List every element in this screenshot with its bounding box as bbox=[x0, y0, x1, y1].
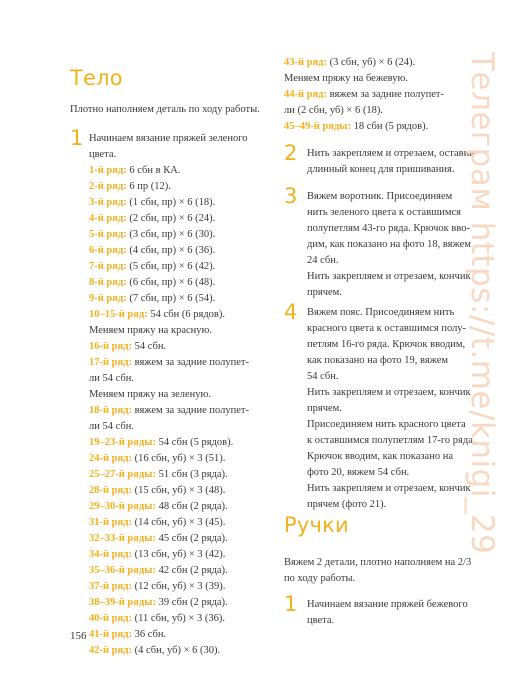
row-label: 10–15-й ряд: bbox=[89, 309, 148, 320]
row-label: 6-й ряд: bbox=[89, 245, 127, 256]
step-number-3: 3 bbox=[284, 184, 298, 208]
row-text: вяжем за задние полупет- bbox=[327, 89, 445, 100]
row-text: (14 сбн, уб) × 3 (45). bbox=[132, 517, 226, 528]
row-text: (3 сбн, уб) × 6 (24). bbox=[327, 57, 416, 68]
row-text: (7 сбн, пр) × 6 (54). bbox=[126, 293, 216, 304]
row-text: (4 сбн, пр) × 6 (36). bbox=[126, 245, 216, 256]
row-text: Вяжем пояс. Присоединяем нить bbox=[307, 307, 455, 318]
text-line bbox=[89, 227, 249, 243]
text-line bbox=[89, 435, 249, 451]
text-line bbox=[307, 237, 471, 253]
row-label: 7-й ряд: bbox=[89, 261, 127, 272]
row-label: 45–49-й ряды: bbox=[284, 121, 351, 132]
text-line bbox=[89, 467, 249, 483]
row-text: прячем (фото 21). bbox=[307, 499, 387, 510]
row-text: как показано на фото 19, вяжем bbox=[307, 355, 449, 366]
text-line bbox=[89, 611, 249, 627]
row-text: 51 сбн (3 ряда). bbox=[155, 469, 228, 480]
row-text: 54 сбн. bbox=[307, 371, 339, 382]
watermark-text: Телеграм https://t.me/knigi_29 bbox=[464, 52, 500, 555]
step-number-2: 2 bbox=[284, 141, 298, 165]
row-label: 9-й ряд: bbox=[89, 293, 127, 304]
text-line bbox=[307, 353, 476, 369]
row-label: 38–39-й ряды: bbox=[89, 597, 156, 608]
row-text: Присоединяем нить красного цвета bbox=[307, 419, 466, 430]
text-line bbox=[89, 419, 249, 435]
step-2-text bbox=[307, 146, 474, 178]
row-label: 29–30-й ряды: bbox=[89, 501, 156, 512]
row-text: 45 сбн (2 ряда). bbox=[155, 533, 228, 544]
row-text: (3 сбн, пр) × 6 (30). bbox=[126, 229, 216, 240]
row-label: 44-й ряд: bbox=[284, 89, 327, 100]
row-text: Вяжем 2 детали, плотно наполняем на 2/3 bbox=[284, 557, 472, 568]
text-line bbox=[89, 243, 249, 259]
row-text: вяжем за задние полупет- bbox=[132, 405, 250, 416]
row-label: 8-й ряд: bbox=[89, 277, 127, 288]
row-text: 24 сбн. bbox=[307, 255, 339, 266]
row-text: Нить закрепляем и отрезаем, кончик bbox=[307, 271, 471, 282]
row-text: длинный конец для пришивания. bbox=[307, 164, 455, 175]
text-line bbox=[307, 321, 476, 337]
text-line bbox=[307, 369, 476, 385]
step-number-handles-1: 1 bbox=[284, 592, 298, 616]
row-label: 5-й ряд: bbox=[89, 229, 127, 240]
text-line bbox=[89, 195, 249, 211]
step-4-text bbox=[307, 305, 476, 513]
text-line bbox=[89, 275, 249, 291]
row-label: 3-й ряд: bbox=[89, 197, 127, 208]
text-line bbox=[89, 259, 249, 275]
step-number-1: 1 bbox=[70, 126, 84, 150]
row-text: (2 сбн, пр) × 6 (24). bbox=[126, 213, 216, 224]
row-text: 54 сбн. bbox=[132, 341, 167, 352]
row-text: прячем. bbox=[307, 403, 342, 414]
handles-step-1-text bbox=[307, 597, 468, 629]
text-line bbox=[307, 285, 471, 301]
row-text: фото 20, вяжем 54 сбн. bbox=[307, 467, 410, 478]
row-text: 6 сбн в КА. bbox=[126, 165, 181, 176]
row-text: вяжем за задние полупет- bbox=[132, 357, 250, 368]
row-label: 37-й ряд: bbox=[89, 581, 132, 592]
text-line bbox=[307, 221, 471, 237]
row-text: (12 сбн, уб) × 3 (39). bbox=[132, 581, 226, 592]
row-label: 41-й ряд: bbox=[89, 629, 132, 640]
text-line bbox=[89, 515, 249, 531]
row-text: (11 сбн, уб) × 3 (36). bbox=[132, 613, 225, 624]
text-line bbox=[307, 205, 471, 221]
text-line bbox=[284, 103, 444, 119]
text-line bbox=[307, 481, 476, 497]
row-text: цвета. bbox=[89, 149, 117, 160]
row-text: (4 сбн, уб) × 6 (30). bbox=[132, 645, 221, 656]
row-label: 18-й ряд: bbox=[89, 405, 132, 416]
row-label: 1-й ряд: bbox=[89, 165, 127, 176]
row-text: Нить закрепляем и отрезаем, кончик bbox=[307, 387, 471, 398]
text-line bbox=[307, 269, 471, 285]
text-line bbox=[307, 189, 471, 205]
row-text: Начинаем вязание пряжей бежевого bbox=[307, 599, 468, 610]
text-line bbox=[307, 385, 476, 401]
text-line bbox=[307, 417, 476, 433]
text-line bbox=[307, 305, 476, 321]
row-label: 40-й ряд: bbox=[89, 613, 132, 624]
row-text: Начинаем вязание пряжей зеленого bbox=[89, 133, 248, 144]
row-text: (16 сбн, уб) × 3 (51). bbox=[132, 453, 226, 464]
row-label: 24-й ряд: bbox=[89, 453, 132, 464]
watermark bbox=[458, 52, 528, 652]
section-intro-handles bbox=[284, 555, 471, 587]
text-line bbox=[89, 499, 249, 515]
row-text: красного цвета к оставшимся полу- bbox=[307, 323, 467, 334]
text-line bbox=[89, 147, 249, 163]
text-line bbox=[89, 339, 249, 355]
row-label: 31-й ряд: bbox=[89, 517, 132, 528]
row-text: Вяжем воротник. Присоединяем bbox=[307, 191, 453, 202]
text-line bbox=[89, 355, 249, 371]
row-text: Меняем пряжу на красную. bbox=[89, 325, 212, 336]
text-line bbox=[89, 291, 249, 307]
row-text: 18 сбн (5 рядов). bbox=[350, 121, 429, 132]
page-number: 156 bbox=[70, 630, 87, 642]
text-line bbox=[89, 131, 249, 147]
row-text: дим, как показано на фото 18, вяжем bbox=[307, 239, 471, 250]
row-label: 16-й ряд: bbox=[89, 341, 132, 352]
row-text: ли 54 сбн. bbox=[89, 421, 134, 432]
row-text: (6 сбн, пр) × 6 (48). bbox=[126, 277, 216, 288]
text-line bbox=[89, 563, 249, 579]
text-line bbox=[89, 451, 249, 467]
row-text: Нить закрепляем и отрезаем, кончик bbox=[307, 483, 471, 494]
step-3-text bbox=[307, 189, 471, 301]
text-line bbox=[89, 403, 249, 419]
row-text: Крючок вводим, как показано на bbox=[307, 451, 453, 462]
text-line bbox=[89, 387, 249, 403]
row-text: (15 сбн, уб) × 3 (48). bbox=[132, 485, 226, 496]
row-text: 36 сбн. bbox=[132, 629, 167, 640]
row-text: ли 54 сбн. bbox=[89, 373, 134, 384]
text-line bbox=[307, 497, 476, 513]
text-line bbox=[307, 597, 468, 613]
row-label: 25–27-й ряды: bbox=[89, 469, 156, 480]
text-line bbox=[307, 449, 476, 465]
text-line bbox=[284, 555, 471, 571]
row-label: 34-й ряд: bbox=[89, 549, 132, 560]
text-line bbox=[307, 337, 476, 353]
row-text: Меняем пряжу на зеленую. bbox=[89, 389, 212, 400]
row-text: 42 сбн (2 ряда). bbox=[155, 565, 228, 576]
text-line bbox=[89, 643, 249, 659]
row-label: 35–36-й ряды: bbox=[89, 565, 156, 576]
text-line bbox=[89, 579, 249, 595]
text-line bbox=[284, 571, 471, 587]
text-line bbox=[89, 211, 249, 227]
text-line bbox=[307, 162, 474, 178]
row-text: ли (2 сбн, уб) × 6 (18). bbox=[284, 105, 383, 116]
row-text: по ходу работы. bbox=[284, 573, 356, 584]
text-line bbox=[307, 613, 468, 629]
text-line bbox=[307, 253, 471, 269]
section-heading-handles: Ручки bbox=[284, 513, 349, 537]
text-line bbox=[89, 627, 249, 643]
text-line bbox=[307, 465, 476, 481]
row-text: к оставшимся полупетлям 17-го ряда. bbox=[307, 435, 476, 446]
rows-continuation bbox=[284, 55, 444, 135]
row-label: 42-й ряд: bbox=[89, 645, 132, 656]
row-text: 39 сбн (2 ряда). bbox=[155, 597, 228, 608]
row-text: 6 пр (12). bbox=[126, 181, 171, 192]
row-text: полупетлям 43-го ряда. Крючок вво- bbox=[307, 223, 470, 234]
row-text: (1 сбн, пр) × 6 (18). bbox=[126, 197, 216, 208]
text-line bbox=[307, 433, 476, 449]
row-text: петлям 16-го ряда. Крючок вводим, bbox=[307, 339, 466, 350]
text-line bbox=[89, 483, 249, 499]
text-line bbox=[284, 119, 444, 135]
row-text: (13 сбн, уб) × 3 (42). bbox=[132, 549, 226, 560]
text-line bbox=[307, 401, 476, 417]
text-line bbox=[89, 595, 249, 611]
row-text: нить зеленого цвета к оставшимся bbox=[307, 207, 461, 218]
text-line bbox=[284, 55, 444, 71]
row-text: прячем. bbox=[307, 287, 342, 298]
row-label: 17-й ряд: bbox=[89, 357, 132, 368]
row-text: Нить закрепляем и отрезаем, оставив bbox=[307, 148, 475, 159]
row-text: 54 сбн (5 рядов). bbox=[155, 437, 234, 448]
row-text: цвета. bbox=[307, 615, 335, 626]
section-intro-body: Плотно наполняем деталь по ходу работы. bbox=[70, 104, 260, 115]
row-label: 43-й ряд: bbox=[284, 57, 327, 68]
row-label: 28-й ряд: bbox=[89, 485, 132, 496]
text-line bbox=[307, 146, 474, 162]
row-label: 4-й ряд: bbox=[89, 213, 127, 224]
step-number-4: 4 bbox=[284, 300, 298, 324]
row-text: 54 сбн (6 рядов). bbox=[147, 309, 225, 320]
text-line bbox=[89, 531, 249, 547]
step-1-text bbox=[89, 131, 249, 659]
row-text: 48 сбн (2 ряда). bbox=[155, 501, 228, 512]
text-line bbox=[89, 547, 249, 563]
row-label: 19–23-й ряды: bbox=[89, 437, 156, 448]
text-line bbox=[89, 163, 249, 179]
text-line bbox=[89, 371, 249, 387]
section-heading-body: Тело bbox=[70, 66, 123, 90]
row-label: 32–33-й ряды: bbox=[89, 533, 156, 544]
text-line bbox=[89, 307, 249, 323]
row-text: (5 сбн, пр) × 6 (42). bbox=[126, 261, 216, 272]
text-line bbox=[89, 323, 249, 339]
row-text: Меняем пряжу на бежевую. bbox=[284, 73, 408, 84]
text-line bbox=[284, 87, 444, 103]
text-line bbox=[89, 179, 249, 195]
row-label: 2-й ряд: bbox=[89, 181, 127, 192]
text-line bbox=[284, 71, 444, 87]
